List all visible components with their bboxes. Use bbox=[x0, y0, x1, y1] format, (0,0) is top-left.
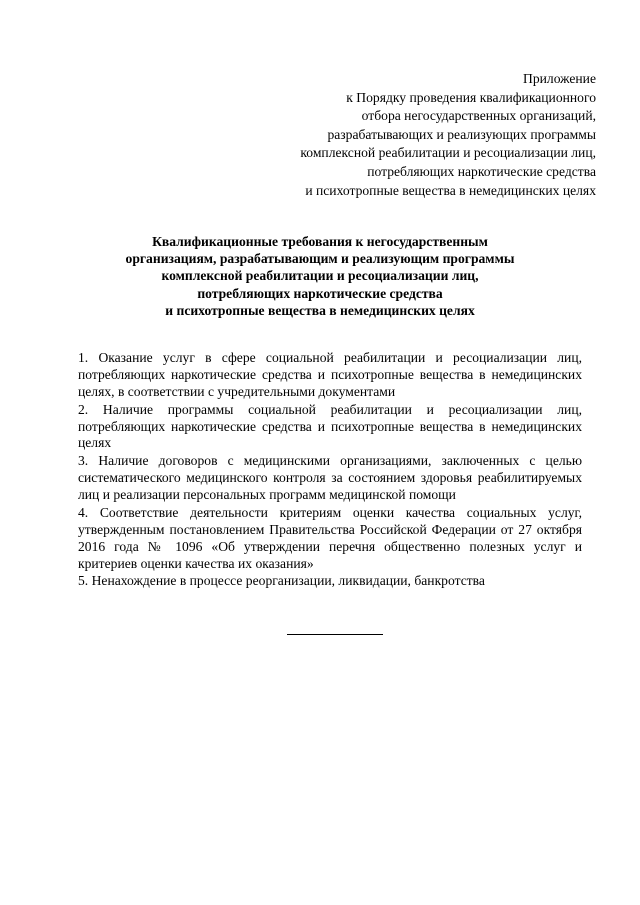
title-line: потребляющих наркотические средства bbox=[197, 285, 443, 301]
requirement-item: 3. Наличие договоров с медицинскими организациями, заключенных с целью систематического медицинского контроля за состоянием здоровья реабилитируемых лиц и реализации персональных программ медицинской помощи bbox=[78, 453, 582, 503]
document-title bbox=[90, 233, 550, 319]
appendix-line: к Порядку проведения квалификационного bbox=[346, 89, 596, 105]
appendix-line: разрабатывающих и реализующих программы bbox=[327, 126, 596, 142]
appendix-line: потребляющих наркотические средства bbox=[367, 163, 596, 179]
title-line: Квалификационные требования к негосударственным bbox=[152, 234, 488, 249]
appendix-line: комплексной реабилитации и ресоциализации лиц, bbox=[300, 145, 596, 161]
title-line: комплексной реабилитации и ресоциализации лиц, bbox=[161, 268, 479, 284]
title-line: и психотропные вещества в немедицинских целях bbox=[165, 302, 475, 318]
requirement-item: 1. Оказание услуг в сфере социальной реабилитации и ресоциализации лиц, потребляющих наркотические средства и психотропные вещества в немедицинских целях, в соответствии с учредительными документами bbox=[78, 350, 582, 399]
title-line: организациям, разрабатывающим и реализующим программы bbox=[125, 251, 515, 267]
appendix-line: и психотропные вещества в немедицинских целях bbox=[305, 182, 596, 198]
requirement-item: 2. Наличие программы социальной реабилитации и ресоциализации лиц, потребляющих наркотические средства и психотропные вещества в немедицинских целях bbox=[78, 401, 582, 451]
appendix-line: Приложение bbox=[523, 71, 596, 86]
appendix-note bbox=[216, 70, 596, 200]
appendix-line: отбора негосударственных организаций, bbox=[361, 108, 596, 124]
closing-divider bbox=[287, 634, 383, 635]
requirements-list bbox=[78, 350, 582, 591]
requirement-item: 4. Соответствие деятельности критериям оценки качества социальных услуг, утвержденным постановлением Правительства Российской Федерации от 27 октября 2016 года № 1096 «Об утверждении перечня общественно полезных услуг и критериев оценки качества их оказания» bbox=[78, 504, 582, 571]
requirement-item: 5. Ненахождение в процессе реорганизации, ликвидации, банкротства bbox=[78, 573, 485, 589]
